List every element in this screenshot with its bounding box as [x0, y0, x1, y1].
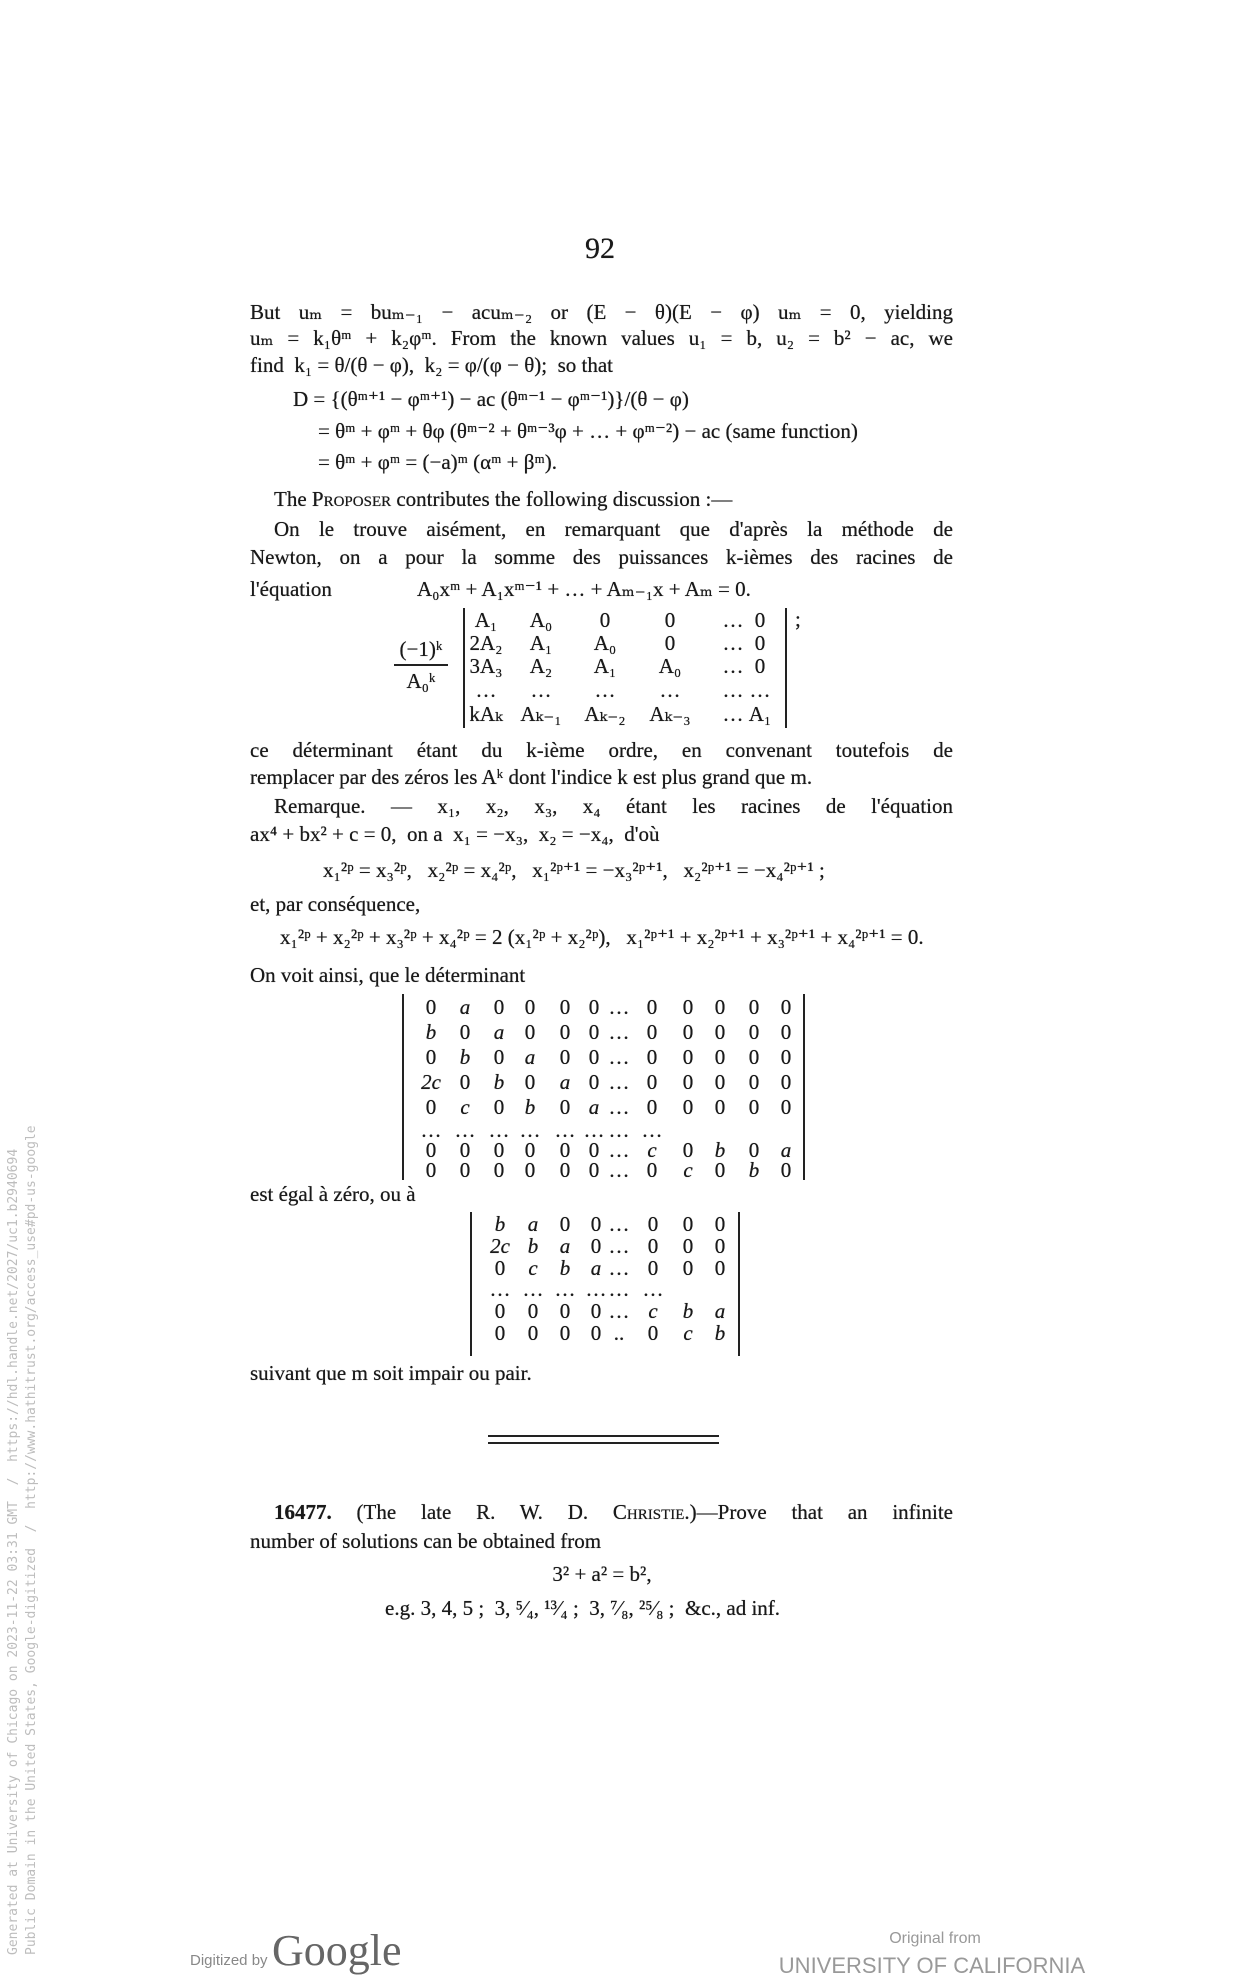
matrix1-cell: … [722, 654, 744, 678]
matrix2-cell: c [647, 1138, 657, 1162]
matrix2-cell: b [748, 1158, 760, 1182]
matrix2-cell: 0 [682, 1070, 694, 1094]
matrix2-cell: 0 [524, 995, 536, 1019]
matrix3-cell: 0 [647, 1212, 659, 1236]
matrix2-cell: … [554, 1118, 576, 1142]
matrix2-cell: 0 [559, 1138, 571, 1162]
matrix1-right-bar [785, 608, 787, 728]
matrix2-cell: 0 [425, 1158, 437, 1182]
matrix2-right-bar [803, 994, 805, 1180]
attribution-pre: (The late R. W. D. [356, 1500, 613, 1524]
matrix2-cell: a [493, 1020, 505, 1044]
matrix3-left-bar [470, 1212, 472, 1356]
matrix3-cell: … [608, 1212, 630, 1236]
matrix2-cell: 0 [646, 995, 658, 1019]
matrix2-cell: 0 [459, 1020, 471, 1044]
matrix1-cell: Aₖ₋₂ [584, 702, 626, 726]
matrix2-cell: b [425, 1020, 437, 1044]
matrix2-cell: 0 [425, 1045, 437, 1069]
matrix2-cell: 2c [421, 1070, 441, 1094]
matrix3-cell: 0 [494, 1299, 506, 1323]
digitized-by-label: Digitized by [190, 1952, 268, 1969]
matrix2-cell: 0 [646, 1045, 658, 1069]
matrix1-cell: … [722, 702, 744, 726]
matrix2-cell: 0 [559, 1045, 571, 1069]
matrix2-cell: b [524, 1095, 536, 1119]
suivant: suivant que m soit impair ou pair. [250, 1361, 532, 1385]
matrix3-cell: 0 [682, 1212, 694, 1236]
matrix2-cell: b [459, 1045, 471, 1069]
matrix2-cell: 0 [425, 1138, 437, 1162]
matrix1-cell: A₁ [474, 608, 498, 632]
matrix3-cell: b [559, 1256, 571, 1280]
matrix2-cell: … [608, 1158, 630, 1182]
matrix2-cell: 0 [493, 1045, 505, 1069]
matrix2-cell: … [488, 1118, 510, 1142]
matrix2-cell: 0 [459, 1158, 471, 1182]
on-voit: On voit ainsi, que le déterminant [250, 963, 526, 987]
matrix2-left-bar [402, 994, 404, 1180]
matrix2-cell: 0 [748, 1045, 760, 1069]
matrix1-cell: A₁ [593, 654, 617, 678]
eq-sum: x₁²ᵖ + x₂²ᵖ + x₃²ᵖ + x₄²ᵖ = 2 (x₁²ᵖ + x₂²ᵖ), x₁²ᵖ⁺¹ + x₂²ᵖ⁺¹ + x₃²ᵖ⁺¹ + x₄²ᵖ⁺¹ = 0. [280, 925, 924, 949]
matrix1-cell: 0 [754, 631, 766, 655]
est-egal: est égal à zéro, ou à [250, 1182, 416, 1206]
remarque-line: Remarque. — x₁, x₂, x₃, x₄ étant les racines de l'équation [274, 794, 953, 818]
question-number: 16477. [274, 1500, 332, 1524]
matrix3-cell: … [608, 1277, 630, 1301]
matrix2-cell: 0 [524, 1158, 536, 1182]
matrix2-cell: 0 [748, 1095, 760, 1119]
digitized-by-google-logo [190, 1925, 402, 1976]
matrix3-cell: 0 [682, 1256, 694, 1280]
matrix2-cell: 0 [780, 1020, 792, 1044]
matrix1-cell: A₁ [748, 702, 772, 726]
matrix3-cell: c [683, 1321, 693, 1345]
matrix2-cell: 0 [714, 1070, 726, 1094]
matrix1-cell: 2A₂ [469, 631, 503, 655]
matrix3-cell: 0 [494, 1321, 506, 1345]
matrix2-cell: 0 [682, 1045, 694, 1069]
matrix3-cell: … [489, 1277, 511, 1301]
matrix2-cell: a [524, 1045, 536, 1069]
proposer-line [274, 486, 732, 512]
matrix2-cell [751, 1121, 756, 1139]
matrix2-cell: … [454, 1118, 476, 1142]
d-line: D = {(θᵐ⁺¹ − φᵐ⁺¹) − ac (θᵐ⁻¹ − φᵐ⁻¹)}/(θ − φ) [293, 387, 689, 411]
matrix2-cell: 0 [588, 1158, 600, 1182]
matrix1-cell: … [722, 678, 744, 702]
matrix2-cell: … [420, 1118, 442, 1142]
matrix3-cell: … [585, 1277, 607, 1301]
matrix3-cell: 0 [714, 1256, 726, 1280]
matrix1-cell: A₀ [593, 631, 617, 655]
matrix2-cell: … [608, 1020, 630, 1044]
d-line: = θᵐ + φᵐ = (−a)ᵐ (αᵐ + βᵐ). [318, 450, 557, 474]
matrix2-cell: 0 [748, 1020, 760, 1044]
matrix2-cell: 0 [780, 1070, 792, 1094]
attribution-name: Christie [612, 1500, 685, 1524]
matrix3-cell: b [494, 1212, 506, 1236]
matrix3-cell: 0 [527, 1299, 539, 1323]
matrix2-cell: … [583, 1118, 605, 1142]
matrix2-cell: 0 [682, 1095, 694, 1119]
matrix2-cell: 0 [588, 1045, 600, 1069]
matrix2-cell: 0 [646, 1158, 658, 1182]
matrix2-cell: 0 [493, 995, 505, 1019]
matrix2-cell: 0 [748, 1138, 760, 1162]
fraction-bar [394, 664, 448, 666]
matrix3-cell: b [714, 1321, 726, 1345]
matrix2-cell: 0 [646, 1095, 658, 1119]
matrix1-cell: A₁ [529, 631, 553, 655]
matrix2-cell: 0 [588, 1070, 600, 1094]
matrix3-cell: … [608, 1299, 630, 1323]
matrix3-cell: c [528, 1256, 538, 1280]
para3-line: ce déterminant étant du k-ième ordre, en convenant toutefois de [250, 738, 953, 762]
para1-line: uₘ = k₁θᵐ + k₂φᵐ. From the known values u₁ = b, u₂ = b² − ac, we [250, 326, 953, 350]
matrix2-cell: c [460, 1095, 470, 1119]
matrix2-cell: a [780, 1138, 792, 1162]
matrix1-cell: 0 [754, 654, 766, 678]
matrix2-cell: 0 [682, 1138, 694, 1162]
matrix1-cell: … [594, 678, 616, 702]
equation: A₀xᵐ + A₁xᵐ⁻¹ + … + Aₘ₋₁x + Aₘ = 0. [417, 577, 751, 601]
matrix3-cell: … [608, 1256, 630, 1280]
matrix2-cell: 0 [682, 1020, 694, 1044]
matrix3-cell: a [527, 1212, 539, 1236]
fraction-denominator: A₀ᵏ [406, 669, 436, 693]
matrix3-cell: b [682, 1299, 694, 1323]
matrix1-cell: 0 [599, 608, 611, 632]
et-par: et, par conséquence, [250, 892, 421, 916]
matrix2-cell: … [608, 995, 630, 1019]
matrix2-cell: 0 [459, 1070, 471, 1094]
matrix3-cell: a [559, 1234, 571, 1258]
matrix2-cell: 0 [425, 995, 437, 1019]
matrix2-cell: 0 [559, 995, 571, 1019]
page-number: 92 [585, 232, 615, 265]
watermark-line-2: Public Domain in the United States, Google-digitized / http://www.hathitrust.org/access_use#pd-us-google [24, 1125, 39, 1955]
proposer-pre: The [274, 487, 312, 511]
matrix1-cell: Aₖ₋₃ [649, 702, 691, 726]
question-line-2: number of solutions can be obtained from [250, 1529, 602, 1553]
matrix2-cell: 0 [559, 1158, 571, 1182]
remarque-line: ax⁴ + bx² + c = 0, on a x₁ = −x₃, x₂ = −x₄, d'où [250, 822, 660, 846]
matrix2-cell: 0 [714, 1045, 726, 1069]
question-examples: e.g. 3, 4, 5 ; 3, ⁵⁄₄, ¹³⁄₄ ; 3, ⁷⁄₈, ²⁵⁄₈ ; &c., ad inf. [385, 1596, 781, 1620]
matrix2-cell: … [641, 1118, 663, 1142]
matrix3-cell: 0 [647, 1234, 659, 1258]
matrix2-cell: 0 [524, 1138, 536, 1162]
matrix3-cell: 0 [647, 1256, 659, 1280]
matrix2-cell: a [559, 1070, 571, 1094]
matrix3-cell: a [714, 1299, 726, 1323]
matrix3-cell: 2c [490, 1234, 510, 1258]
matrix2-cell: 0 [588, 1138, 600, 1162]
fraction-numerator: (−1)ᵏ [399, 637, 443, 661]
matrix1-semicolon: ; [795, 607, 801, 631]
matrix1-cell: … [749, 678, 771, 702]
matrix2-cell: … [608, 1095, 630, 1119]
matrix1-cell: Aₖ₋₁ [520, 702, 562, 726]
matrix2-cell: 0 [459, 1138, 471, 1162]
matrix3-cell: 0 [647, 1321, 659, 1345]
matrix2-cell: 0 [524, 1020, 536, 1044]
matrix3-cell: c [648, 1299, 658, 1323]
matrix2-cell: 0 [425, 1095, 437, 1119]
matrix1-cell: kAₖ [469, 702, 503, 726]
matrix2-cell: 0 [780, 1158, 792, 1182]
matrix2-cell: 0 [714, 1020, 726, 1044]
matrix3-cell: 0 [590, 1321, 602, 1345]
matrix2-cell: … [608, 1118, 630, 1142]
eq-roots: x₁²ᵖ = x₃²ᵖ, x₂²ᵖ = x₄²ᵖ, x₁²ᵖ⁺¹ = −x₃²ᵖ⁺¹, x₂²ᵖ⁺¹ = −x₄²ᵖ⁺¹ ; [323, 858, 825, 882]
matrix2-cell: 0 [588, 1020, 600, 1044]
para1-line: find k₁ = θ/(θ − φ), k₂ = φ/(φ − θ); so that [250, 353, 614, 377]
matrix2-cell: a [588, 1095, 600, 1119]
matrix3-cell: … [642, 1277, 664, 1301]
matrix3-cell: 0 [714, 1234, 726, 1258]
matrix1-left-bar [463, 608, 465, 728]
section-rule-bottom [488, 1442, 719, 1444]
matrix2-cell: 0 [493, 1158, 505, 1182]
matrix2-cell: 0 [748, 995, 760, 1019]
matrix3-cell: 0 [590, 1234, 602, 1258]
matrix2-cell: 0 [714, 1095, 726, 1119]
matrix2-cell: … [519, 1118, 541, 1142]
matrix2-cell: a [459, 995, 471, 1019]
matrix2-cell: 0 [646, 1020, 658, 1044]
matrix2-cell: 0 [682, 995, 694, 1019]
matrix1-cell: A₂ [529, 654, 553, 678]
attribution-post: .)—Prove that an infinite [684, 1500, 954, 1524]
d-line: = θᵐ + φᵐ + θφ (θᵐ⁻² + θᵐ⁻³φ + … + φᵐ⁻²) − ac (same function) [318, 419, 858, 443]
para2-line: Newton, on a pour la somme des puissances k-ièmes des racines de [250, 545, 953, 569]
university-of-california: UNIVERSITY OF CALIFORNIA [778, 1953, 1086, 1978]
equation-label: l'équation [250, 577, 332, 601]
matrix2-cell: … [608, 1045, 630, 1069]
google-wordmark: Google [272, 1926, 402, 1975]
proposer-post: contributes the following discussion :— [391, 487, 733, 511]
proposer-name: Proposer [311, 487, 392, 511]
matrix2-cell: 0 [493, 1095, 505, 1119]
matrix3-cell: 0 [714, 1212, 726, 1236]
matrix1-cell: 0 [664, 608, 676, 632]
matrix3-cell: 0 [590, 1299, 602, 1323]
matrix2-cell: 0 [588, 995, 600, 1019]
matrix3-cell: 0 [559, 1321, 571, 1345]
matrix1-cell: A₀ [658, 654, 682, 678]
para3-line: remplacer par des zéros les Aᵏ dont l'indice k est plus grand que m. [250, 765, 813, 789]
matrix1-cell: … [659, 678, 681, 702]
matrix3-cell: 0 [494, 1256, 506, 1280]
matrix1-cell: 3A₃ [469, 654, 503, 678]
matrix2-cell: 0 [559, 1020, 571, 1044]
matrix2-cell: 0 [714, 1158, 726, 1182]
matrix2-cell: b [493, 1070, 505, 1094]
matrix2-cell: 0 [748, 1070, 760, 1094]
section-rule-top [488, 1435, 719, 1437]
matrix3-cell: … [522, 1277, 544, 1301]
matrix1-cell: 0 [754, 608, 766, 632]
matrix2-cell: … [608, 1138, 630, 1162]
matrix3-cell: 0 [527, 1321, 539, 1345]
matrix3-cell: 0 [590, 1212, 602, 1236]
matrix2-cell: 0 [714, 995, 726, 1019]
matrix3-cell: b [527, 1234, 539, 1258]
matrix1-cell: … [530, 678, 552, 702]
para1-line: But uₘ = buₘ₋₁ − acuₘ₋₂ or (E − θ)(E − φ) uₘ = 0, yielding [250, 300, 953, 324]
para2-line: On le trouve aisément, en remarquant que d'après la méthode de [274, 517, 953, 541]
matrix2-cell: c [683, 1158, 693, 1182]
matrix2-cell: 0 [780, 995, 792, 1019]
matrix2-cell: 0 [780, 1095, 792, 1119]
matrix3-cell: a [590, 1256, 602, 1280]
matrix2-cell: … [608, 1070, 630, 1094]
matrix2-cell: 0 [524, 1070, 536, 1094]
matrix1-cell: 0 [664, 631, 676, 655]
matrix3-cell: 0 [559, 1212, 571, 1236]
matrix3-cell: .. [613, 1321, 625, 1345]
matrix3-cell: … [608, 1234, 630, 1258]
watermark-line-1: Generated at University of Chicago on 2023-11-22 03:31 GMT / https://hdl.handle.net/2027/uc1.b2940694 [6, 1148, 21, 1955]
matrix2-cell: 0 [646, 1070, 658, 1094]
question-equation: 3² + a² = b², [552, 1562, 652, 1586]
matrix3-cell: … [554, 1277, 576, 1301]
matrix2-cell: 0 [559, 1095, 571, 1119]
matrix1-cell: … [722, 608, 744, 632]
matrix1-cell: A₀ [529, 608, 553, 632]
matrix2-cell: b [714, 1138, 726, 1162]
matrix3-cell: 0 [559, 1299, 571, 1323]
matrix2-cell: 0 [493, 1138, 505, 1162]
matrix2-cell: 0 [780, 1045, 792, 1069]
original-from: Original from [889, 1930, 981, 1947]
matrix1-cell: … [475, 678, 497, 702]
matrix1-cell: … [722, 631, 744, 655]
question-line-1 [250, 1499, 953, 1525]
matrix3-cell: 0 [682, 1234, 694, 1258]
matrix3-right-bar [738, 1212, 740, 1356]
